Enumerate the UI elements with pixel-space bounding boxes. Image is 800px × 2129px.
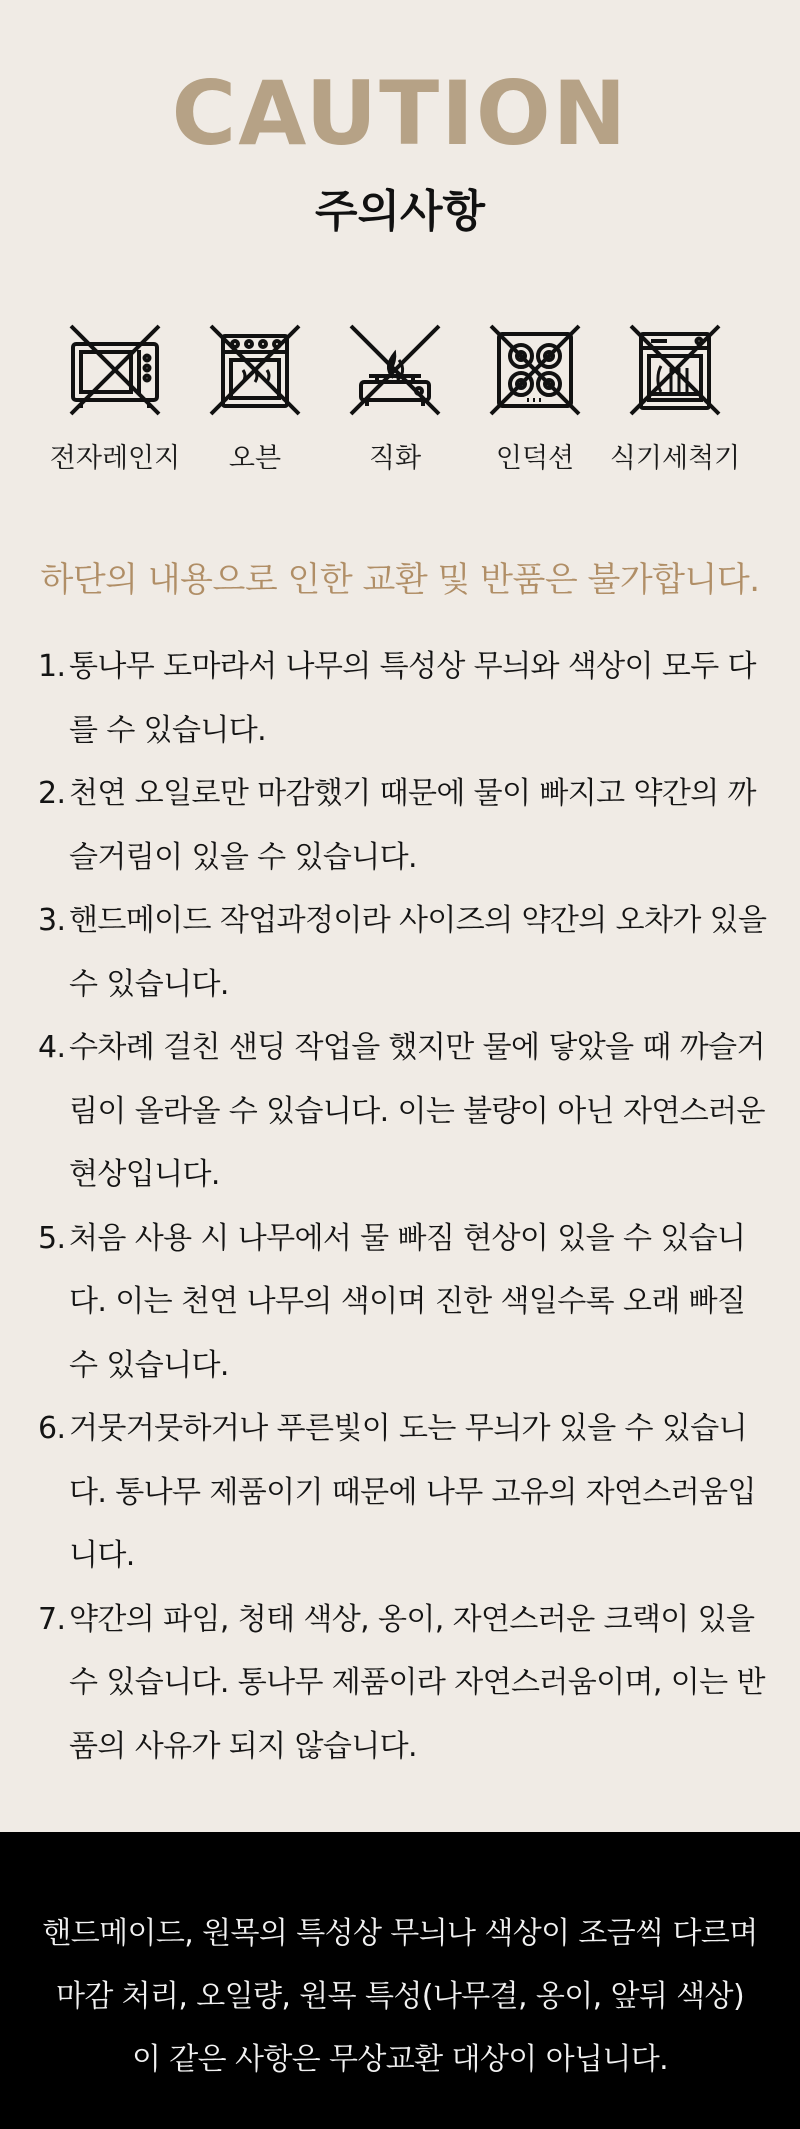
item-text: 천연 오일로만 마감했기 때문에 물이 빠지고 약간의 까슬거림이 있을 수 있습니다. (69, 776, 756, 875)
footer-line: 마감 처리, 오일량, 원목 특성(나무결, 옹이, 앞뒤 색상) (55, 1979, 745, 2014)
icon-item-oven (180, 322, 330, 482)
item-number: 7. (38, 1601, 66, 1637)
item-number: 4. (38, 1030, 66, 1065)
item-number: 3. (38, 903, 66, 938)
oven-icon (207, 322, 303, 418)
list-item (38, 1207, 773, 1398)
item-number: 6. (38, 1411, 66, 1446)
list-item (38, 635, 773, 762)
icon-item-gas-stove (320, 322, 470, 482)
item-text: 수차례 걸친 샌딩 작업을 했지만 물에 닿았을 때 까슬거림이 올라올 수 있습니다. 이는 불량이 아닌 자연스러운 현상입니다. (69, 1030, 765, 1192)
caution-list (38, 635, 773, 1778)
list-item (38, 1397, 773, 1588)
list-item (38, 889, 773, 1016)
item-number: 5. (38, 1220, 66, 1256)
footer-line: 핸드메이드, 원목의 특성상 무늬나 색상이 조금씩 다르며 (42, 1916, 758, 1951)
gas-stove-icon (347, 322, 443, 418)
icon-item-microwave (40, 322, 190, 482)
list-item (38, 1016, 773, 1207)
footer-line: 이 같은 사항은 무상교환 대상이 아닙니다. (131, 2042, 669, 2077)
list-item (38, 1588, 773, 1779)
icon-label: 인덕션 (495, 443, 575, 474)
footer-disclaimer (0, 1832, 800, 2129)
icon-label: 식기세척기 (609, 443, 741, 474)
icon-label: 오븐 (228, 443, 282, 474)
icon-label: 전자레인지 (49, 443, 181, 474)
icon-item-dishwasher (600, 322, 750, 482)
item-text: 거뭇거뭇하거나 푸른빛이 도는 무늬가 있을 수 있습니다. 통나무 제품이기 때문에 나무 고유의 자연스러움입니다. (69, 1411, 756, 1573)
item-number: 2. (38, 776, 66, 811)
item-text: 처음 사용 시 나무에서 물 빠짐 현상이 있을 수 있습니다. 이는 천연 나무의 색이며 진한 색일수록 오래 빠질 수 있습니다. (69, 1220, 746, 1383)
induction-icon (487, 322, 583, 418)
microwave-icon (67, 322, 163, 418)
caution-subtitle: 주의사항 (314, 186, 485, 237)
item-text: 약간의 파임, 청태 색상, 옹이, 자연스러운 크랙이 있을 수 있습니다. 통나무 제품이라 자연스러움이며, 이는 반품의 사유가 되지 않습니다. (69, 1601, 765, 1764)
dishwasher-icon (627, 322, 723, 418)
caution-title: CAUTION (171, 62, 629, 165)
icon-item-induction (460, 322, 610, 482)
item-text: 통나무 도마라서 나무의 특성상 무늬와 색상이 모두 다를 수 있습니다. (69, 649, 756, 748)
list-item (38, 762, 773, 889)
item-text: 핸드메이드 작업과정이라 사이즈의 약간의 오차가 있을 수 있습니다. (69, 903, 767, 1002)
prohibited-appliances (40, 322, 760, 482)
icon-label: 직화 (368, 443, 422, 474)
item-number: 1. (38, 649, 66, 684)
no-return-notice: 하단의 내용으로 인한 교환 및 반품은 불가합니다. (40, 560, 760, 600)
